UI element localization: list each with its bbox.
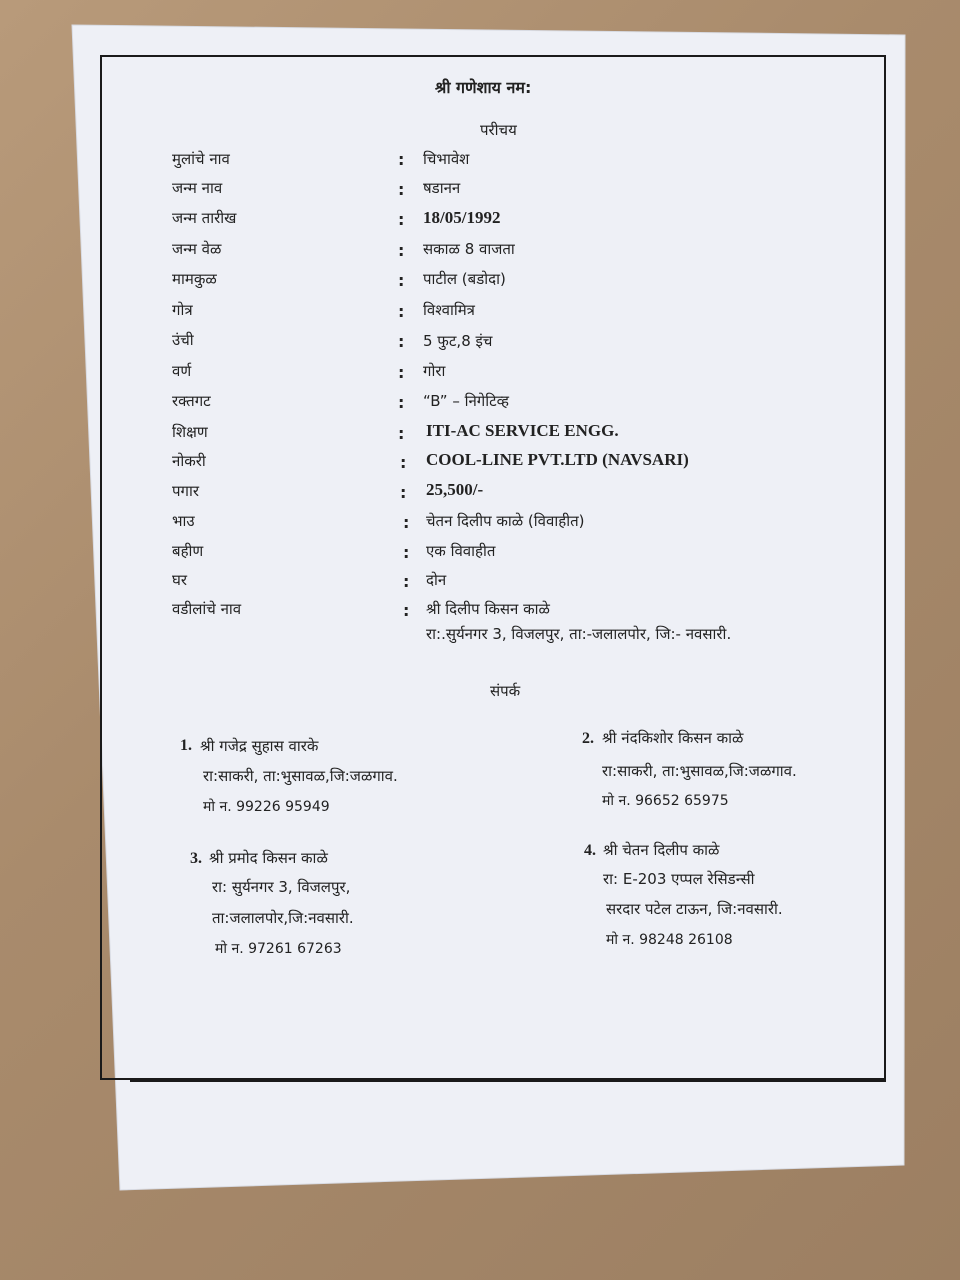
field-separator: : bbox=[400, 453, 407, 472]
contact-phone: मो न. 96652 65975 bbox=[602, 793, 729, 809]
field-label-height: उंची bbox=[172, 331, 194, 349]
field-label-education: शिक्षण bbox=[172, 423, 208, 441]
field-value-birth-name: षडानन bbox=[423, 179, 461, 197]
field-separator: : bbox=[398, 332, 405, 351]
field-separator: : bbox=[398, 424, 405, 443]
field-label-complexion: वर्ण bbox=[172, 362, 192, 380]
field-separator: : bbox=[400, 483, 407, 502]
contact-address: रा: सुर्यनगर 3, विजलपुर, bbox=[212, 878, 351, 896]
field-separator: : bbox=[398, 180, 405, 199]
field-value-sister: एक विवाहीत bbox=[426, 542, 496, 560]
field-value-brother: चेतन दिलीप काळे (विवाहीत) bbox=[426, 512, 585, 530]
field-value-education: ITI-AC SERVICE ENGG. bbox=[426, 421, 619, 440]
field-label-salary: पगार bbox=[172, 482, 199, 500]
field-label-birth-time: जन्म वेळ bbox=[172, 240, 222, 258]
field-value-salary: 25,500/- bbox=[426, 480, 484, 499]
field-label-maternal-family: मामकुळ bbox=[172, 270, 217, 288]
section-heading-contact: संपर्क bbox=[490, 682, 521, 700]
field-separator: : bbox=[398, 393, 405, 412]
field-separator: : bbox=[403, 601, 410, 620]
field-label-birth-name: जन्म नाव bbox=[172, 179, 223, 197]
contact-phone: मो न. 98248 26108 bbox=[606, 932, 733, 948]
field-value-name: चिभावेश bbox=[423, 150, 470, 168]
contact-number: 4. bbox=[584, 842, 596, 859]
field-separator: : bbox=[398, 210, 405, 229]
contact-address: ता:जलालपोर,जि:नवसारी. bbox=[212, 909, 354, 927]
contact-phone: मो न. 97261 67263 bbox=[215, 941, 342, 957]
field-label-birth-date: जन्म तारीख bbox=[172, 209, 237, 227]
contact-address: रा:साकरी, ता:भुसावळ,जि:जळगाव. bbox=[602, 762, 797, 780]
field-separator: : bbox=[398, 150, 405, 169]
field-value-birth-time: सकाळ 8 वाजता bbox=[423, 240, 515, 258]
field-separator: : bbox=[403, 572, 410, 591]
document-border-bottom bbox=[130, 1079, 886, 1082]
contact-name: श्री गजेद्र सुहास वारके bbox=[200, 737, 319, 755]
field-value-birth-date: 18/05/1992 bbox=[423, 208, 501, 227]
contact-number: 3. bbox=[190, 850, 202, 867]
field-value-complexion: गोरा bbox=[423, 362, 446, 380]
field-label-brother: भाउ bbox=[172, 512, 195, 530]
field-separator: : bbox=[403, 513, 410, 532]
field-value-father-name: श्री दिलीप किसन काळे bbox=[426, 600, 550, 618]
field-label-sister: बहीण bbox=[172, 542, 204, 560]
field-separator: : bbox=[398, 302, 405, 321]
field-label-house: घर bbox=[172, 571, 188, 589]
field-value-blood-group: “B” – निगेटिव्ह bbox=[423, 392, 509, 410]
field-label-father-name: वडीलांचे नाव bbox=[172, 600, 242, 618]
contact-address: रा: E-203 एप्पल रेसिडन्सी bbox=[603, 870, 755, 888]
field-value-height: 5 फुट,8 इंच bbox=[423, 332, 493, 350]
contact-name: श्री चेतन दिलीप काळे bbox=[603, 841, 720, 859]
contact-name: श्री नंदकिशोर किसन काळे bbox=[602, 729, 744, 747]
field-value-house: दोन bbox=[426, 571, 447, 589]
field-separator: : bbox=[398, 271, 405, 290]
contact-address: रा:साकरी, ता:भुसावळ,जि:जळगाव. bbox=[203, 767, 398, 785]
field-separator: : bbox=[398, 241, 405, 260]
contact-phone: मो न. 99226 95949 bbox=[203, 799, 330, 815]
field-label-name: मुलांचे नाव bbox=[172, 150, 230, 168]
father-address: रा:.सुर्यनगर 3, विजलपुर, ता:-जलालपोर, जि:- नवसारी. bbox=[426, 625, 732, 643]
field-value-maternal-family: पाटील (बडोदा) bbox=[423, 270, 506, 288]
contact-number: 1. bbox=[180, 737, 192, 754]
contact-number: 2. bbox=[582, 730, 594, 747]
contact-name: श्री प्रमोद किसन काळे bbox=[209, 849, 328, 867]
field-separator: : bbox=[398, 363, 405, 382]
contact-address: सरदार पटेल टाऊन, जि:नवसारी. bbox=[606, 900, 783, 918]
section-heading-intro: परीचय bbox=[480, 121, 517, 139]
field-label-job: नोकरी bbox=[172, 452, 206, 470]
field-value-gotra: विश्वामित्र bbox=[423, 301, 475, 319]
field-separator: : bbox=[403, 543, 410, 562]
field-label-blood-group: रक्तगट bbox=[172, 392, 211, 410]
field-label-gotra: गोत्र bbox=[172, 301, 193, 319]
field-value-job: COOL-LINE PVT.LTD (NAVSARI) bbox=[426, 450, 689, 469]
invocation-title: श्री गणेशाय नम: bbox=[435, 78, 532, 97]
